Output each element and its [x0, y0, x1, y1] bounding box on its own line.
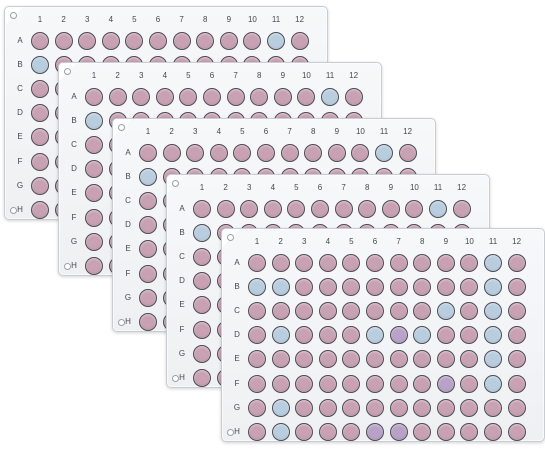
well-A9 [437, 254, 455, 272]
well-B8 [413, 278, 431, 296]
well-E10 [460, 350, 478, 368]
well-A3 [240, 200, 258, 218]
well-B3 [295, 278, 313, 296]
row-label: F [234, 378, 240, 388]
column-label: 12 [512, 237, 522, 246]
well-A4 [156, 88, 174, 106]
row-label: F [17, 156, 23, 166]
row-label: C [125, 196, 131, 206]
well-A12 [345, 88, 363, 106]
well-B10 [460, 278, 478, 296]
well-F1 [248, 375, 266, 393]
well-A11 [267, 32, 285, 50]
row-label: H [71, 260, 77, 270]
well-F7 [390, 375, 408, 393]
well-H9 [437, 423, 455, 441]
well-G8 [413, 399, 431, 417]
column-label: 2 [169, 127, 174, 136]
well-H8 [413, 423, 431, 441]
row-label: D [17, 108, 23, 118]
well-C1 [248, 302, 266, 320]
row-label: E [17, 132, 23, 142]
well-D11 [484, 326, 502, 344]
well-A4 [319, 254, 337, 272]
well-D1 [139, 216, 157, 234]
well-F3 [295, 375, 313, 393]
well-C1 [139, 192, 157, 210]
well-A6 [257, 144, 275, 162]
well-A10 [297, 88, 315, 106]
well-A4 [102, 32, 120, 50]
well-F1 [85, 209, 103, 227]
well-A2 [217, 200, 235, 218]
well-B1 [31, 56, 49, 74]
well-A11 [484, 254, 502, 272]
column-label: 9 [388, 183, 394, 192]
row-label: D [179, 276, 185, 286]
well-C12 [508, 302, 526, 320]
well-C1 [85, 136, 103, 154]
row-label: H [234, 426, 240, 436]
well-A8 [250, 88, 268, 106]
well-B1 [248, 278, 266, 296]
column-label: 1 [37, 15, 43, 24]
well-G11 [484, 399, 502, 417]
well-A11 [429, 200, 447, 218]
column-label: 10 [464, 237, 474, 246]
row-label: G [124, 292, 132, 302]
well-E1 [193, 296, 211, 314]
row-label: E [234, 354, 240, 364]
well-A8 [358, 200, 376, 218]
column-label: 12 [349, 71, 359, 80]
well-A5 [342, 254, 360, 272]
well-A9 [220, 32, 238, 50]
well-E2 [272, 350, 290, 368]
row-label: G [70, 236, 78, 246]
well-E8 [413, 350, 431, 368]
well-D9 [437, 326, 455, 344]
well-A10 [351, 144, 369, 162]
well-E6 [366, 350, 384, 368]
well-F5 [342, 375, 360, 393]
column-label: 12 [457, 183, 467, 192]
column-label: 12 [295, 15, 305, 24]
well-F11 [484, 375, 502, 393]
well-H5 [342, 423, 360, 441]
column-label: 5 [349, 237, 354, 246]
well-B1 [139, 168, 157, 186]
column-label: 7 [341, 183, 346, 192]
well-E1 [139, 240, 157, 258]
well-A7 [173, 32, 191, 50]
row-label: E [125, 244, 131, 254]
well-C9 [437, 302, 455, 320]
column-label: 1 [254, 237, 260, 246]
column-label: 5 [186, 71, 191, 80]
well-A1 [248, 254, 266, 272]
row-label: C [17, 84, 23, 94]
well-A2 [109, 88, 127, 106]
column-label: 9 [443, 237, 449, 246]
row-label: A [17, 36, 23, 45]
row-label: A [125, 148, 131, 157]
column-label: 4 [325, 237, 331, 246]
column-label: 9 [280, 71, 286, 80]
well-F1 [139, 265, 157, 283]
column-label: 7 [287, 127, 292, 136]
well-B7 [390, 278, 408, 296]
column-label: 1 [91, 71, 97, 80]
well-A6 [366, 254, 384, 272]
column-label: 11 [433, 183, 443, 192]
column-label: 11 [271, 15, 281, 24]
column-label: 4 [270, 183, 276, 192]
row-label: B [125, 172, 131, 182]
row-label: G [233, 402, 241, 412]
well-E12 [508, 350, 526, 368]
well-D5 [342, 326, 360, 344]
well-A6 [149, 32, 167, 50]
row-label: E [179, 300, 185, 310]
well-A11 [321, 88, 339, 106]
column-label: 11 [379, 127, 389, 136]
well-D3 [295, 326, 313, 344]
well-E7 [390, 350, 408, 368]
well-H10 [460, 423, 478, 441]
well-E5 [342, 350, 360, 368]
well-C8 [413, 302, 431, 320]
well-A12 [453, 200, 471, 218]
well-A9 [382, 200, 400, 218]
well-C4 [319, 302, 337, 320]
row-label: H [17, 204, 23, 214]
well-A1 [85, 88, 103, 106]
well-A3 [186, 144, 204, 162]
column-label: 5 [240, 127, 245, 136]
well-D1 [193, 272, 211, 290]
well-A12 [399, 144, 417, 162]
well-A8 [196, 32, 214, 50]
column-label: 8 [256, 71, 262, 80]
well-H2 [272, 423, 290, 441]
row-label: A [71, 92, 77, 101]
well-F10 [460, 375, 478, 393]
well-A7 [227, 88, 245, 106]
well-A12 [508, 254, 526, 272]
well-H3 [295, 423, 313, 441]
well-B2 [272, 278, 290, 296]
well-H7 [390, 423, 408, 441]
well-E1 [31, 128, 49, 146]
column-label: 2 [115, 71, 120, 80]
well-A1 [139, 144, 157, 162]
well-B4 [319, 278, 337, 296]
column-label: 7 [396, 237, 401, 246]
column-label: 3 [246, 183, 252, 192]
well-A6 [203, 88, 221, 106]
well-A3 [78, 32, 96, 50]
well-C1 [31, 80, 49, 98]
column-label: 8 [202, 15, 208, 24]
row-label: C [179, 252, 185, 262]
plate-corner-mark [64, 68, 71, 75]
well-A1 [193, 200, 211, 218]
well-C10 [460, 302, 478, 320]
well-C2 [272, 302, 290, 320]
column-label: 1 [145, 127, 151, 136]
column-label: 6 [209, 71, 215, 80]
well-F9 [437, 375, 455, 393]
well-A12 [291, 32, 309, 50]
well-B5 [342, 278, 360, 296]
column-label: 2 [278, 237, 283, 246]
column-label: 3 [84, 15, 90, 24]
well-A10 [243, 32, 261, 50]
well-G9 [437, 399, 455, 417]
plate-5 [221, 228, 545, 442]
column-label: 5 [132, 15, 137, 24]
well-E11 [484, 350, 502, 368]
well-F2 [272, 375, 290, 393]
column-label: 11 [325, 71, 335, 80]
well-B6 [366, 278, 384, 296]
well-A1 [31, 32, 49, 50]
well-E1 [85, 184, 103, 202]
row-label: G [16, 180, 24, 190]
well-A2 [163, 144, 181, 162]
well-A7 [390, 254, 408, 272]
column-label: 9 [226, 15, 232, 24]
well-A9 [328, 144, 346, 162]
well-G12 [508, 399, 526, 417]
well-D1 [31, 104, 49, 122]
well-A2 [55, 32, 73, 50]
column-label: 10 [409, 183, 419, 192]
column-label: 4 [216, 127, 222, 136]
well-A4 [264, 200, 282, 218]
well-H1 [193, 369, 211, 387]
well-H11 [484, 423, 502, 441]
well-E1 [248, 350, 266, 368]
well-G1 [31, 177, 49, 195]
well-A5 [233, 144, 251, 162]
column-label: 6 [317, 183, 323, 192]
well-H12 [508, 423, 526, 441]
well-C5 [342, 302, 360, 320]
column-label: 1 [199, 183, 205, 192]
column-label: 11 [488, 237, 498, 246]
well-A8 [413, 254, 431, 272]
row-label: F [179, 324, 185, 334]
well-C3 [295, 302, 313, 320]
well-B1 [85, 112, 103, 130]
well-G10 [460, 399, 478, 417]
column-label: 6 [372, 237, 378, 246]
column-label: 10 [247, 15, 257, 24]
well-A10 [405, 200, 423, 218]
row-label: B [71, 116, 77, 126]
well-A6 [311, 200, 329, 218]
row-label: D [125, 220, 131, 230]
well-A11 [375, 144, 393, 162]
column-label: 4 [108, 15, 114, 24]
plate-corner-mark [10, 12, 17, 19]
row-label: F [71, 212, 77, 222]
well-G3 [295, 399, 313, 417]
well-A7 [281, 144, 299, 162]
well-H1 [31, 201, 49, 219]
well-D1 [85, 160, 103, 178]
column-label: 9 [334, 127, 340, 136]
well-H4 [319, 423, 337, 441]
column-label: 2 [223, 183, 228, 192]
column-label: 8 [310, 127, 316, 136]
well-E9 [437, 350, 455, 368]
well-F4 [319, 375, 337, 393]
well-C1 [193, 248, 211, 266]
well-D8 [413, 326, 431, 344]
well-D4 [319, 326, 337, 344]
column-label: 7 [233, 71, 238, 80]
well-B1 [193, 224, 211, 242]
well-B12 [508, 278, 526, 296]
row-label: B [234, 282, 240, 292]
row-label: E [71, 188, 77, 198]
row-label: D [234, 330, 240, 340]
well-G1 [193, 345, 211, 363]
well-A9 [274, 88, 292, 106]
column-label: 8 [364, 183, 370, 192]
row-label: C [71, 140, 77, 150]
well-H1 [139, 313, 157, 331]
well-F1 [193, 321, 211, 339]
row-label: C [234, 306, 240, 316]
row-label: H [179, 372, 185, 382]
well-H6 [366, 423, 384, 441]
well-G1 [85, 233, 103, 251]
well-B9 [437, 278, 455, 296]
column-label: 5 [294, 183, 299, 192]
row-label: A [179, 204, 185, 213]
column-label: 6 [263, 127, 269, 136]
column-label: 10 [301, 71, 311, 80]
row-label: F [125, 268, 131, 278]
well-D7 [390, 326, 408, 344]
plate-corner-mark [172, 180, 179, 187]
row-label: H [125, 316, 131, 326]
row-label: G [178, 348, 186, 358]
column-label: 8 [419, 237, 425, 246]
well-G1 [139, 289, 157, 307]
well-A5 [179, 88, 197, 106]
well-F1 [31, 153, 49, 171]
row-label: B [17, 60, 23, 70]
plate-corner-mark [118, 124, 125, 131]
column-label: 3 [138, 71, 144, 80]
well-C7 [390, 302, 408, 320]
well-D1 [248, 326, 266, 344]
column-label: 10 [355, 127, 365, 136]
well-D6 [366, 326, 384, 344]
well-A2 [272, 254, 290, 272]
well-D12 [508, 326, 526, 344]
well-G1 [248, 399, 266, 417]
well-A3 [295, 254, 313, 272]
well-G7 [390, 399, 408, 417]
well-A10 [460, 254, 478, 272]
column-label: 12 [403, 127, 413, 136]
well-F12 [508, 375, 526, 393]
well-D10 [460, 326, 478, 344]
well-H1 [85, 257, 103, 275]
plate-corner-mark [227, 234, 234, 241]
column-label: 3 [192, 127, 198, 136]
well-G4 [319, 399, 337, 417]
well-D2 [272, 326, 290, 344]
row-label: A [234, 258, 240, 267]
well-G2 [272, 399, 290, 417]
well-A5 [125, 32, 143, 50]
column-label: 7 [179, 15, 184, 24]
well-F6 [366, 375, 384, 393]
well-C11 [484, 302, 502, 320]
column-label: 4 [162, 71, 168, 80]
row-label: D [71, 164, 77, 174]
well-A4 [210, 144, 228, 162]
row-label: B [179, 228, 185, 238]
well-E4 [319, 350, 337, 368]
well-G5 [342, 399, 360, 417]
well-A7 [335, 200, 353, 218]
well-E3 [295, 350, 313, 368]
column-label: 6 [155, 15, 161, 24]
well-H1 [248, 423, 266, 441]
well-G6 [366, 399, 384, 417]
well-C6 [366, 302, 384, 320]
well-B11 [484, 278, 502, 296]
well-F8 [413, 375, 431, 393]
well-A8 [304, 144, 322, 162]
well-A3 [132, 88, 150, 106]
column-label: 3 [301, 237, 307, 246]
column-label: 2 [61, 15, 66, 24]
well-A5 [287, 200, 305, 218]
